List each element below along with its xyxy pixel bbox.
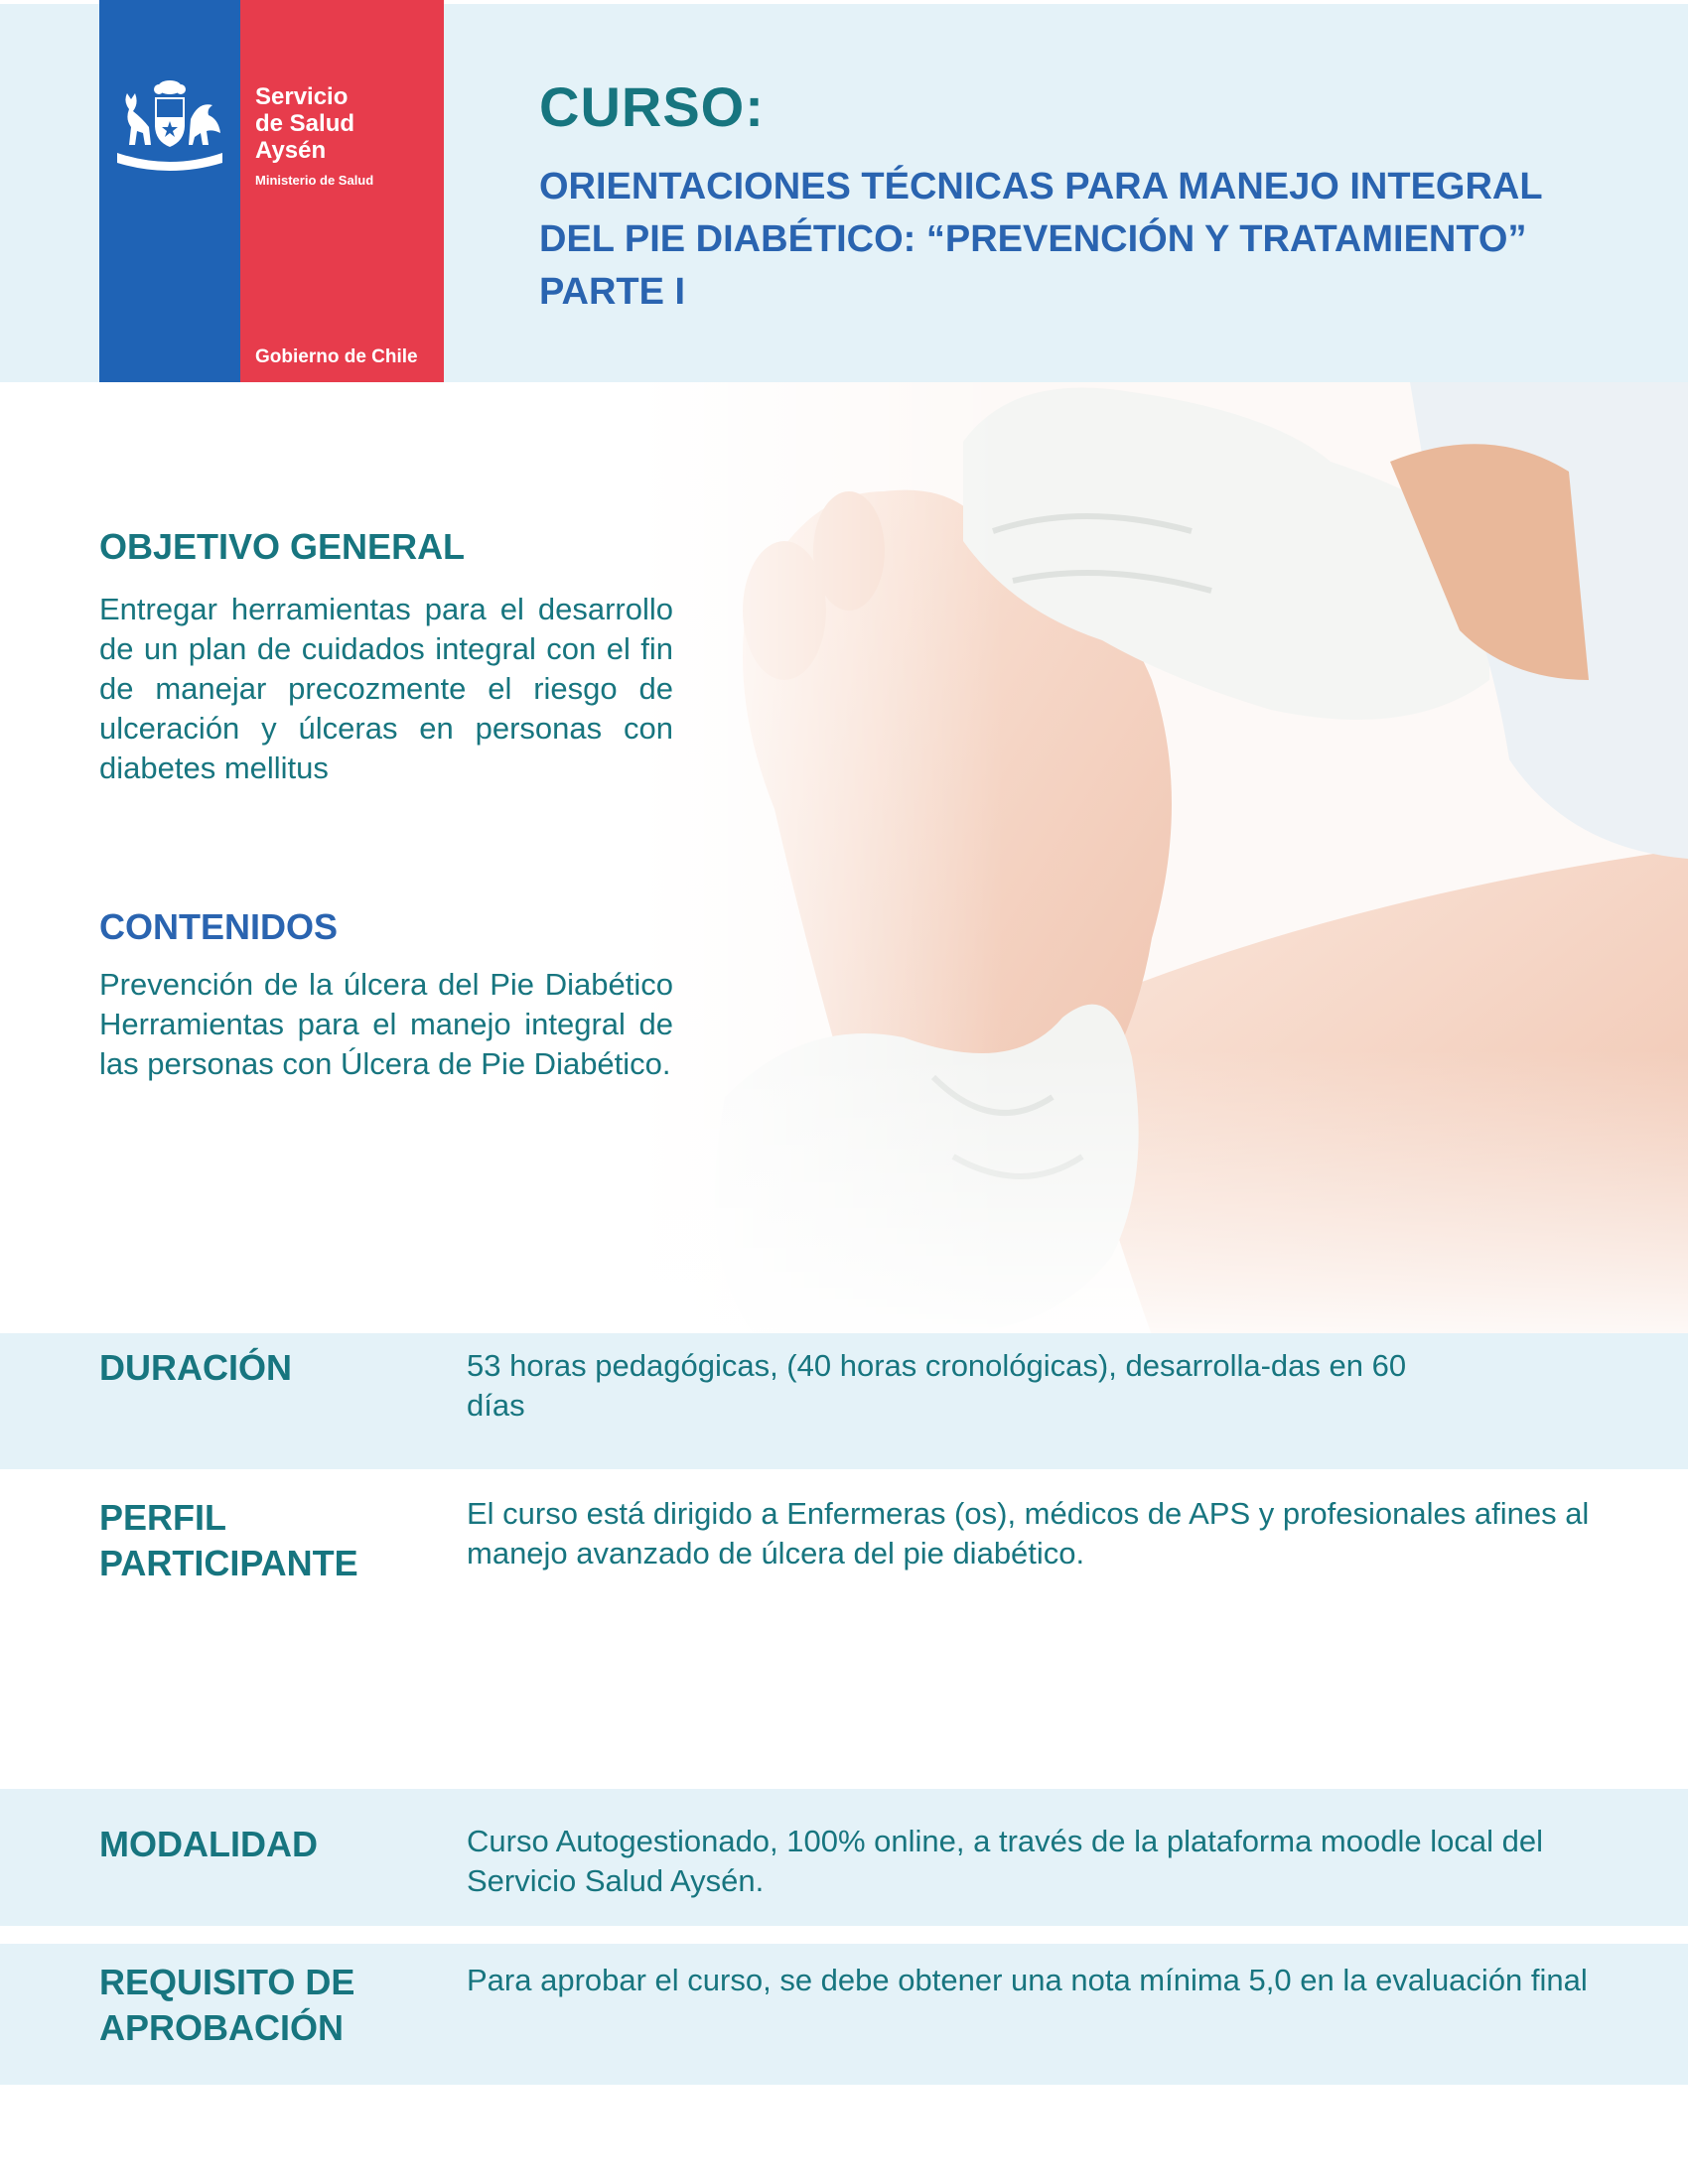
contents-heading: CONTENIDOS (99, 906, 339, 947)
logo-ministry: Ministerio de Salud (255, 173, 374, 188)
logo-service-name: Servicio de Salud Aysén (255, 83, 355, 164)
objective-text: Entregar herramientas para el desarrollo de un plan de cuidados integral con el fin de manejar precozmente el riesgo de ulceración y úlceras en personas con diabetes mellitus (99, 592, 673, 785)
duration-text: 53 horas pedagógicas, (40 horas cronológicas), desarrolla-das en 60 días (467, 1348, 1407, 1423)
course-title: ORIENTACIONES TÉCNICAS PARA MANEJO INTEGRAL DEL PIE DIABÉTICO: “PREVENCIÓN Y TRATAMIENTO” PARTE I (539, 166, 1542, 313)
servicio-salud-aysen-logo (99, 0, 444, 382)
objective-heading: OBJETIVO GENERAL (99, 526, 466, 567)
participant-profile-label: PERFIL PARTICIPANTE (99, 1497, 358, 1583)
modality-label: MODALIDAD (99, 1824, 318, 1864)
contents-text: Prevención de la úlcera del Pie Diabético Herramientas para el manejo integral de las personas con Úlcera de Pie Diabético. (99, 967, 673, 1081)
modality-text: Curso Autogestionado, 100% online, a través de la plataforma moodle local del Servicio Salud Aysén. (467, 1824, 1543, 1898)
duration-label: DURACIÓN (99, 1347, 292, 1388)
approval-requirement-label: REQUISITO DE APROBACIÓN (99, 1962, 355, 2048)
logo-blue-panel (99, 0, 240, 382)
approval-requirement-text: Para aprobar el curso, se debe obtener una nota mínima 5,0 en la evaluación final (467, 1963, 1588, 1997)
participant-profile-text: El curso está dirigido a Enfermeras (os), médicos de APS y profesionales afines al manejo avanzado de úlcera del pie diabético. (467, 1496, 1590, 1570)
chile-coat-of-arms-icon (109, 79, 230, 175)
course-label: CURSO: (539, 75, 765, 138)
logo-red-panel (240, 0, 444, 382)
foot-exam-photo (635, 382, 1688, 1335)
logo-government: Gobierno de Chile (255, 346, 418, 367)
